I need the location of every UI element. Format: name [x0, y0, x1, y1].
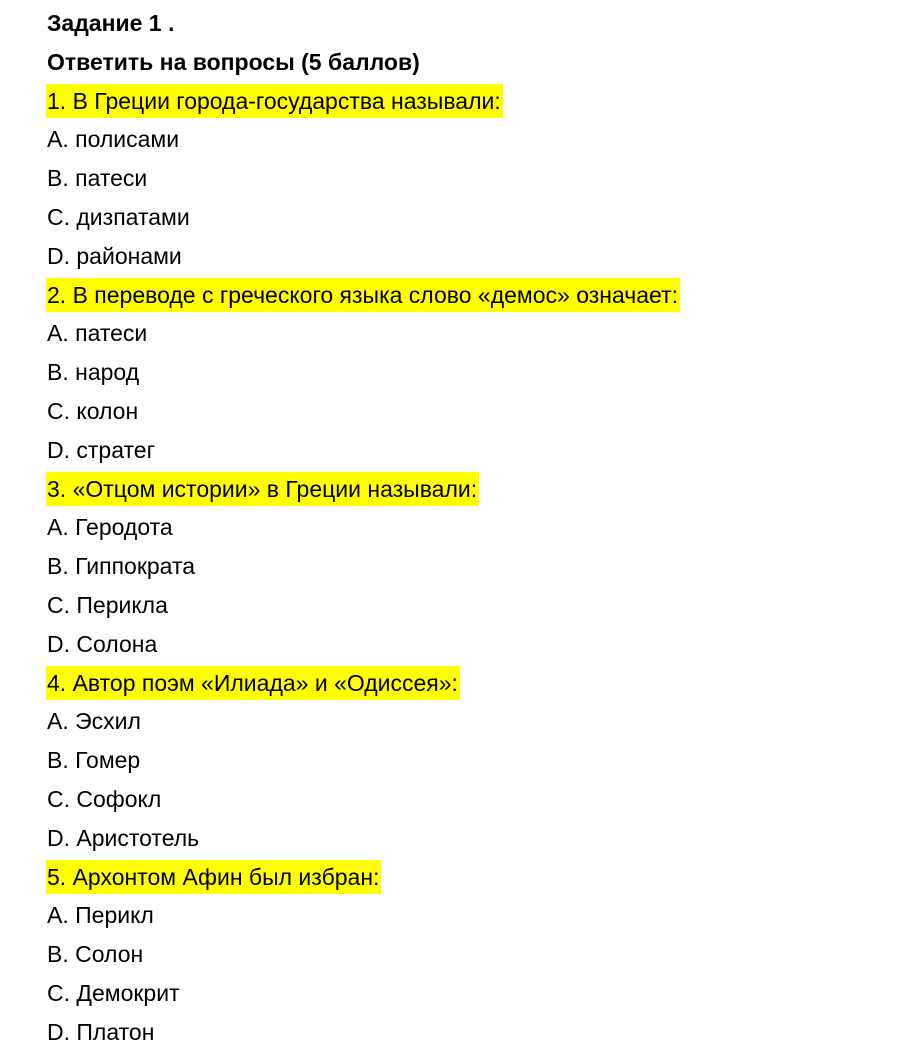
- question-1-option-b: В. патеси: [47, 165, 148, 192]
- task-title: Задание 1 .: [47, 10, 175, 36]
- question-3-option-a: А. Геродота: [47, 514, 173, 541]
- question-5-text: 5. Архонтом Афин был избран:: [46, 860, 381, 894]
- question-2-option-c: С. колон: [47, 397, 139, 424]
- question-1-option-a: А. полисами: [47, 126, 180, 153]
- question-1: [47, 82, 898, 121]
- document-body: [47, 4, 898, 1052]
- question-3-text: 3. «Отцом истории» в Греции называли:: [46, 472, 479, 506]
- question-2-text: 2. В переводе с греческого языка слово «демос» означает:: [46, 278, 680, 312]
- question-4-option-a: А. Эсхил: [47, 708, 141, 735]
- question-5-option-c: С. Демокрит: [47, 979, 180, 1006]
- question-4-option-b: В. Гомер: [47, 747, 141, 774]
- question-3: [47, 470, 898, 509]
- question-3-option-b: В. Гиппократа: [47, 553, 196, 580]
- question-4: [47, 664, 898, 703]
- question-1-option-c: С. дизпатами: [47, 203, 190, 230]
- question-4-option-c: С. Софокл: [47, 785, 162, 812]
- question-5-option-a: А. Перикл: [47, 902, 154, 929]
- question-4-option-d: D. Аристотель: [47, 824, 200, 851]
- question-2: [47, 276, 898, 315]
- question-1-option-d: D. районами: [47, 242, 182, 269]
- question-1-text: 1. В Греции города-государства называли:: [46, 84, 503, 118]
- question-5-option-b: В. Солон: [47, 941, 144, 968]
- question-3-option-d: D. Солона: [47, 630, 158, 657]
- question-3-option-c: С. Перикла: [47, 591, 168, 618]
- question-2-option-b: В. народ: [47, 359, 140, 386]
- question-2-option-d: D. стратег: [47, 436, 155, 463]
- question-5-option-d: D. Платон: [47, 1018, 155, 1045]
- task-instruction: Ответить на вопросы (5 баллов): [47, 48, 420, 75]
- question-4-text: 4. Автор поэм «Илиада» и «Одиссея»:: [46, 666, 460, 700]
- question-5: [47, 858, 898, 897]
- question-2-option-a: А. патеси: [47, 320, 148, 347]
